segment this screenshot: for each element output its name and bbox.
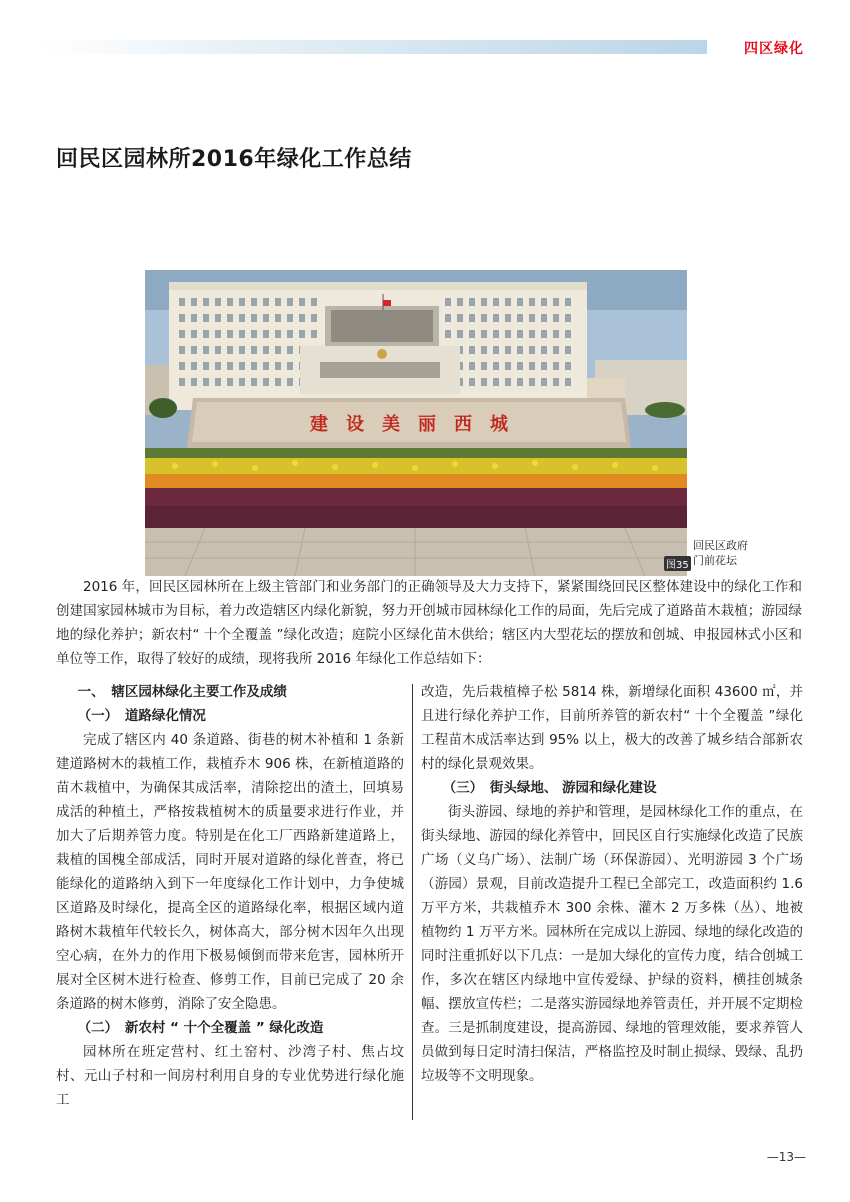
section-1-2-body: 园林所在班定营村、红土窑村、沙湾子村、焦占坟村、元山子村和一间房村利用自身的专业优势进行绿化施工 xyxy=(56,1044,404,1108)
section-1-2-body-continued: 改造，先后栽植樟子松 5814 株，新增绿化面积 43600 ㎡，并且进行绿化养护工作，目前所养管的新农村“ 十个全覆盖 ”绿化工程苗木成活率达到 95% 以上，极大的改善了城乡结合部新农村的绿化景观效果。 xyxy=(421,684,803,772)
sign-text: 建 设 美 丽 西 城 xyxy=(310,414,508,435)
figure-number: 图35 xyxy=(664,556,691,571)
left-column xyxy=(56,680,404,1112)
photo-government-flowerbed xyxy=(145,270,687,576)
page-number: —13— xyxy=(766,1150,806,1164)
section-1-heading: 一、 辖区园林绿化主要工作及成绩 xyxy=(77,684,287,700)
section-1-1-heading: （一） 道路绿化情况 xyxy=(77,708,206,724)
caption-line-1: 回民区政府 xyxy=(693,539,748,552)
photo-caption xyxy=(693,538,748,568)
column-divider xyxy=(412,684,413,1120)
intro-paragraph: 2016 年，回民区园林所在上级主管部门和业务部门的正确领导及大力支持下，紧紧围绕回民区整体建设中的绿化工作和创建国家园林城市为目标，着力改造辖区内绿化新貌，努力开创城市园林绿化工作的局面，先后完成了道路苗木栽植；游园绿地的绿化养护；新农村“ 十个全覆盖 ”绿化改造；庭院小区绿化苗木供给；辖区内大型花坛的摆放和创城、申报园林式小区和单位等工作，取得了较好的成绩，现将我所 2016 年绿化工作总结如下： xyxy=(56,579,802,667)
caption-line-2: 门前花坛 xyxy=(693,554,737,567)
header-band xyxy=(40,40,730,54)
section-1-3-heading: （三） 街头绿地、 游园和绿化建设 xyxy=(442,780,657,796)
right-column xyxy=(421,680,803,1088)
section-tag: 四区绿化 xyxy=(744,41,804,57)
section-1-2-heading: （二） 新农村 “ 十个全覆盖 ” 绿化改造 xyxy=(77,1020,324,1036)
article-title: 回民区园林所2016年绿化工作总结 xyxy=(56,147,412,172)
section-1-3-body: 街头游园、绿地的养护和管理，是园林绿化工作的重点，在街头绿地、游园的绿化养管中，回民区自行实施绿化改造了民族广场（义乌广场）、法制广场（环保游园）、光明游园 3 个广场（游园）景观，目前改造提升工程已全部完工，改造面积约 1.6 万平方米，共栽植乔木 300 余株、灌木 2 万多株（丛）、地被植物约 1 万平方米。园林所在完成以上游园、绿地的绿化改造的同时注重抓好以下几点：一是加大绿化的宣传力度，结合创城工作，多次在辖区内绿地中宣传爱绿、护绿的资料，横挂创城条幅、摆放宣传栏；二是落实游园绿地养管责任，并开展不定期检查。三是抓制度建设，提高游园、绿地的管理效能，要求养管人员做到每日定时清扫保洁，严格监控及时制止损绿、毁绿、乱扔垃圾等不文明现象。 xyxy=(421,804,803,1084)
section-1-1-body: 完成了辖区内 40 条道路、街巷的树木补植和 1 条新建道路树木的栽植工作，栽植乔木 906 株，在新植道路的苗木栽植中，为确保其成活率，清除挖出的渣土，回填易成活的种植土，严格按栽植树木的质量要求进行作业，并加大了后期养管力度。特别是在化工厂西路新建道路上，栽植的国槐全部成活，同时开展对道路的绿化普查，将已能绿化的道路纳入到下一年度绿化工作计划中，力争使城区道路及时绿化，提高全区的道路绿化率，根据区域内道路树木栽植年代较长久，树体高大，部分树木因年久出现空心病，在外力的作用下极易倾倒而带来危害，园林所开展对全区树木进行检查、修剪工作，目前已完成了 20 余条道路的树木修剪，消除了安全隐患。 xyxy=(56,732,404,1012)
